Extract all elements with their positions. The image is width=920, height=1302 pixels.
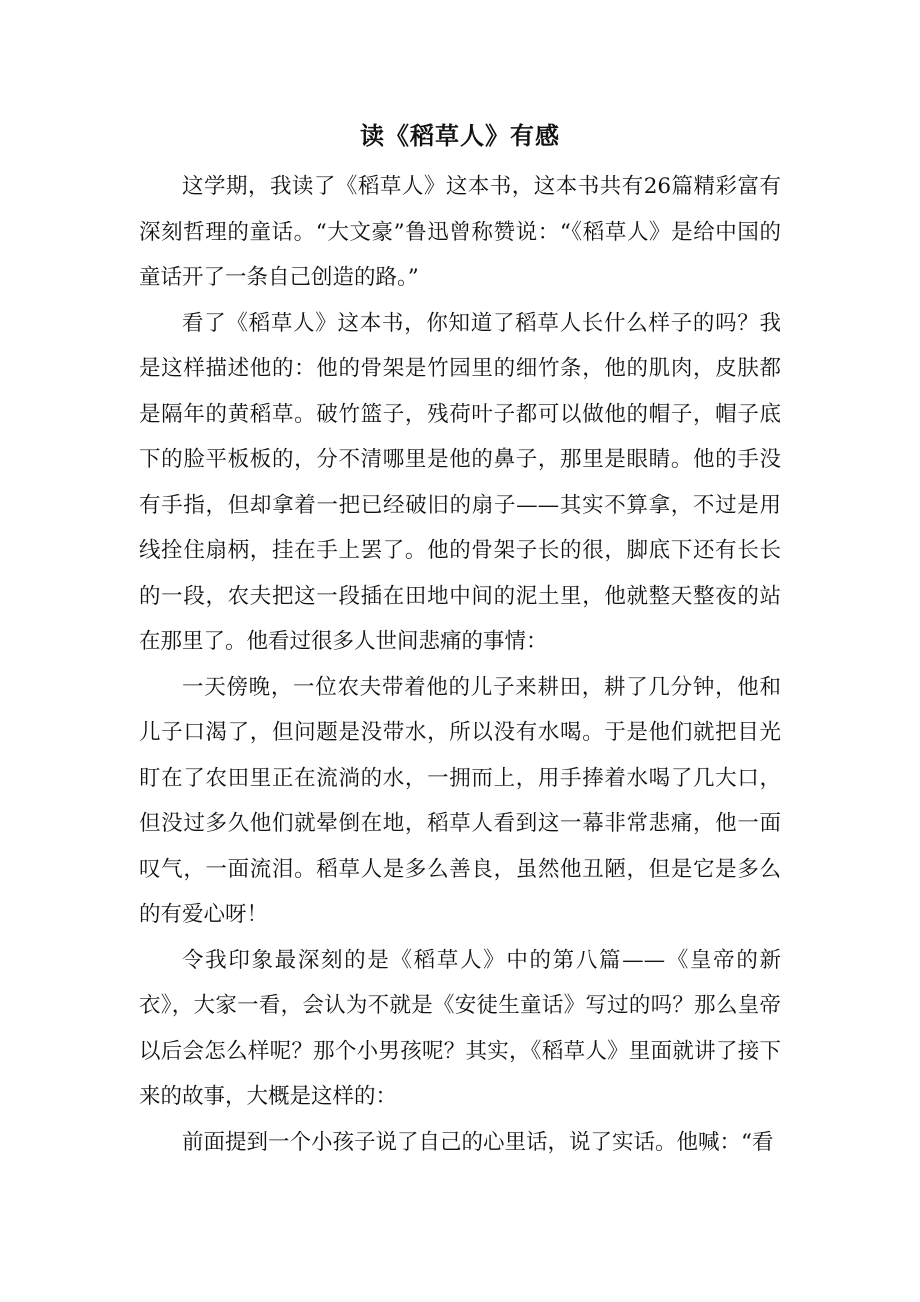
paragraph-1: 这学期，我读了《稻草人》这本书，这本书共有26篇精彩富有深刻哲理的童话。“大文豪”鲁迅曾称赞说：“《稻草人》是给中国的童话开了一条自己创造的路。”	[139, 174, 781, 290]
paragraph-5: 前面提到一个小孩子说了自己的心里话，说了实话。他喊：“看	[182, 1129, 774, 1155]
document-body	[139, 164, 781, 1165]
paragraph-2: 看了《稻草人》这本书，你知道了稻草人长什么样子的吗？我是这样描述他的：他的骨架是竹园里的细竹条，他的肌肉，皮肤都是隔年的黄稻草。破竹篮子，残荷叶子都可以做他的帽子，帽子底下的脸平板板的，分不清哪里是他的鼻子，那里是眼睛。他的手没有手指，但却拿着一把已经破旧的扇子——其实不算拿，不过是用线拴住扇柄，挂在手上罢了。他的骨架子长的很，脚底下还有长长的一段，农夫把这一段插在田地中间的泥土里，他就整天整夜的站在那里了。他看过很多人世间悲痛的事情：	[139, 310, 781, 654]
paragraph-3: 一天傍晚，一位农夫带着他的儿子来耕田，耕了几分钟，他和儿子口渴了，但问题是没带水，所以没有水喝。于是他们就把目光盯在了农田里正在流淌的水，一拥而上，用手捧着水喝了几大口，但没过多久他们就晕倒在地，稻草人看到这一幕非常悲痛，他一面叹气，一面流泪。稻草人是多么善良，虽然他丑陋，但是它是多么的有爱心呀！	[139, 674, 781, 927]
paragraph-4: 令我印象最深刻的是《稻草人》中的第八篇——《皇帝的新衣》，大家一看，会认为不就是《安徒生童话》写过的吗？那么皇帝以后会怎么样呢？那个小男孩呢？其实，《稻草人》里面就讲了接下来的故事，大概是这样的：	[139, 947, 781, 1109]
document-title: 读《稻草人》有感	[360, 121, 560, 150]
